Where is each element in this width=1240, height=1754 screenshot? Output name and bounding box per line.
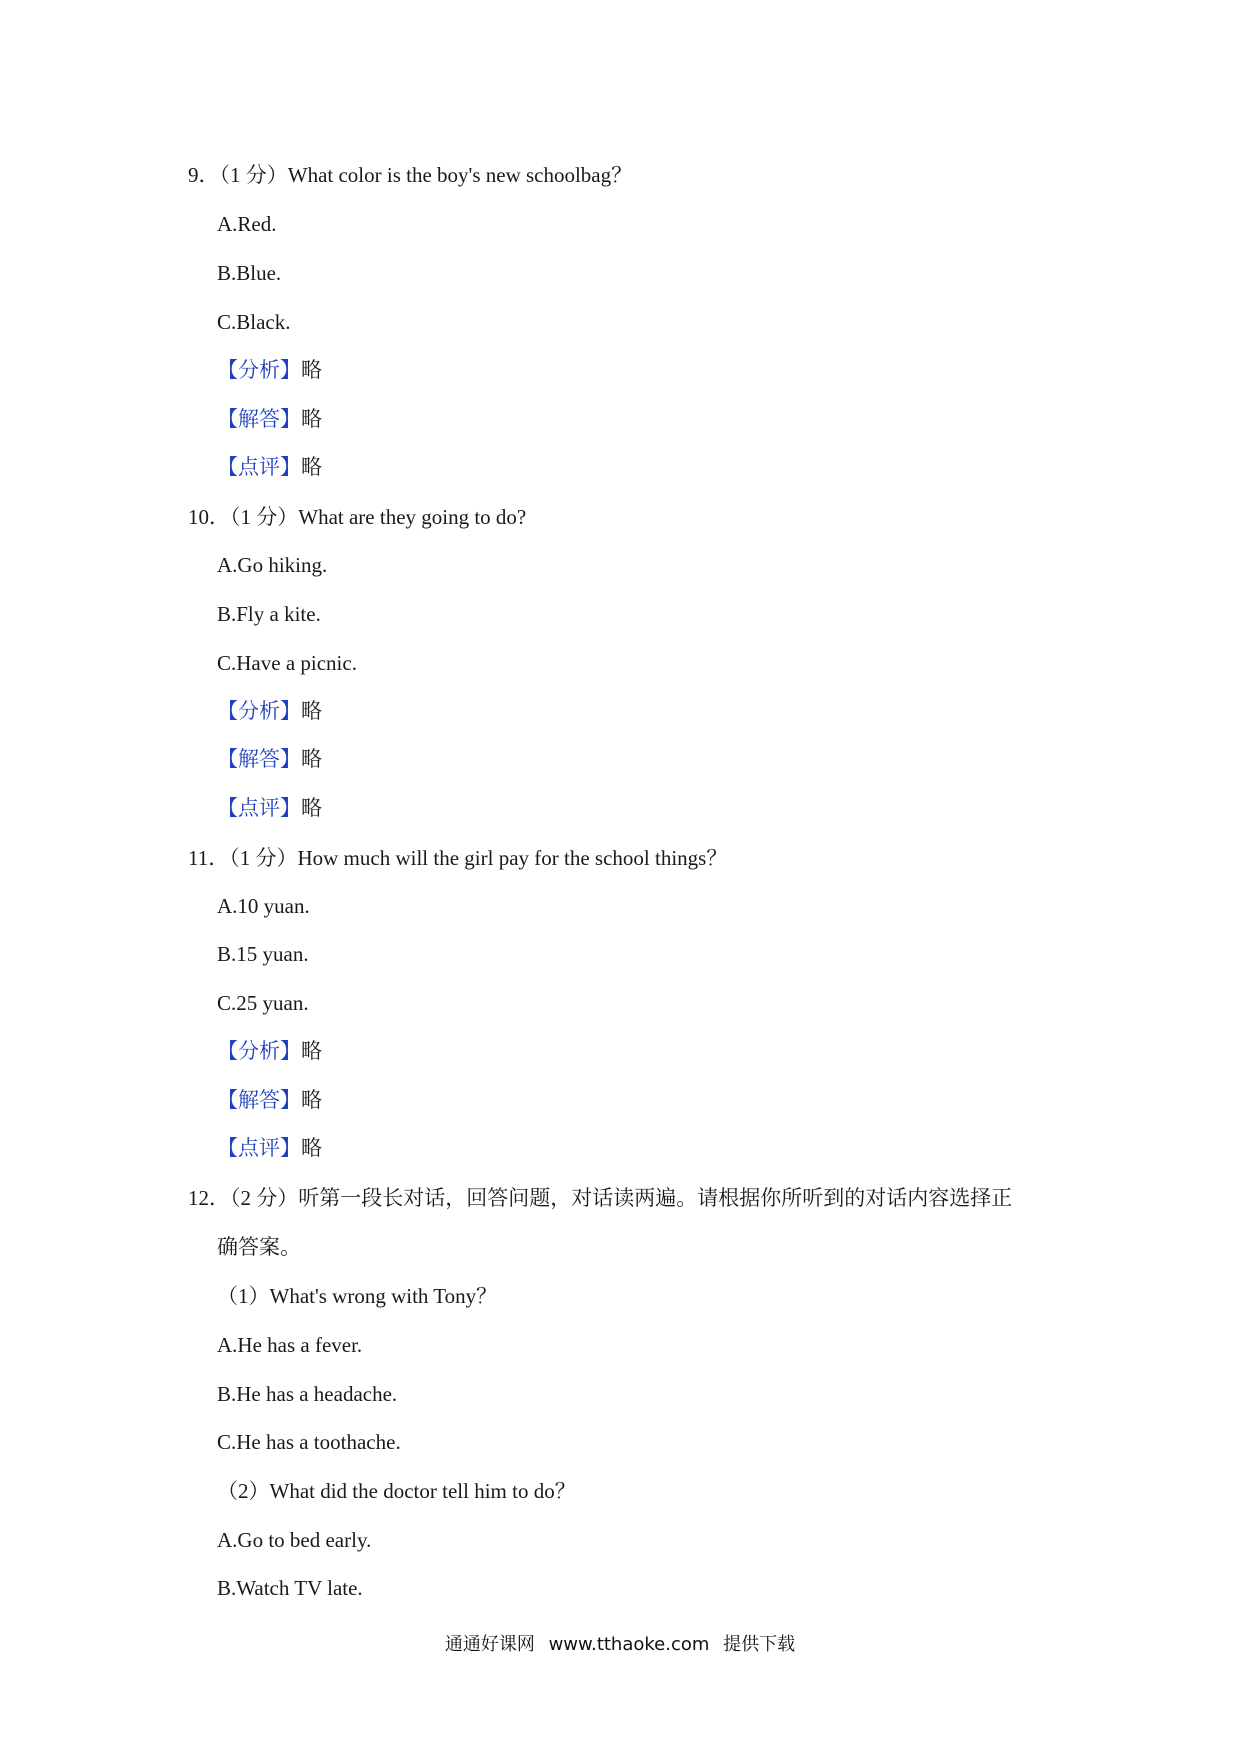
question-10-option-b: B.Fly a kite. bbox=[217, 602, 321, 626]
question-11-stem: 11．（1 分）How much will the girl pay for the school things？ bbox=[188, 846, 728, 870]
footer-tail: 提供下载 bbox=[723, 1634, 796, 1655]
comment-text: 略 bbox=[301, 796, 322, 820]
analysis-label: 分析 bbox=[238, 358, 280, 382]
question-12-stem-continued: 确答案。 bbox=[217, 1235, 301, 1259]
question-9-answer: 【解答】略 bbox=[217, 407, 322, 431]
question-10-analysis: 【分析】略 bbox=[217, 699, 322, 723]
footer-site-name: 通通好课网 bbox=[444, 1634, 535, 1655]
answer-label: 解答 bbox=[238, 747, 280, 771]
answer-label: 解答 bbox=[238, 1088, 280, 1112]
analysis-label: 分析 bbox=[238, 699, 280, 723]
question-12-sub1-option-c: C.He has a toothache. bbox=[217, 1430, 401, 1454]
question-12-sub1-option-a: A.He has a fever. bbox=[217, 1333, 363, 1357]
analysis-label: 分析 bbox=[238, 1039, 280, 1063]
question-12-stem: 12．（2 分）听第一段长对话，回答问题，对话读两遍。请根据你所听到的对话内容选择正 bbox=[188, 1186, 1013, 1210]
question-12-sub2-option-b: B.Watch TV late. bbox=[217, 1576, 363, 1600]
question-10-option-c: C.Have a picnic. bbox=[217, 651, 357, 675]
comment-label: 点评 bbox=[238, 455, 280, 479]
question-12-sub2-stem: （2）What did the doctor tell him to do？ bbox=[217, 1479, 576, 1503]
question-11-option-c: C.25 yuan. bbox=[217, 991, 309, 1015]
comment-label: 点评 bbox=[238, 796, 280, 820]
question-10-comment: 【点评】略 bbox=[217, 796, 322, 820]
question-9-stem: 9．（1 分）What color is the boy's new schoolbag？ bbox=[188, 163, 633, 187]
question-9-comment: 【点评】略 bbox=[217, 455, 322, 479]
analysis-text: 略 bbox=[301, 358, 322, 382]
question-9-analysis: 【分析】略 bbox=[217, 358, 322, 382]
answer-text: 略 bbox=[301, 1088, 322, 1112]
footer-url[interactable]: www.tthaoke.com bbox=[548, 1634, 710, 1655]
comment-text: 略 bbox=[301, 455, 322, 479]
question-10-option-a: A.Go hiking. bbox=[217, 553, 328, 577]
comment-text: 略 bbox=[301, 1136, 322, 1160]
page-footer bbox=[0, 1630, 1240, 1656]
question-12-sub1-option-b: B.He has a headache. bbox=[217, 1382, 398, 1406]
question-11-option-a: A.10 yuan. bbox=[217, 894, 310, 918]
question-9-option-a: A.Red. bbox=[217, 212, 277, 236]
question-12-sub1-stem: （1）What's wrong with Tony？ bbox=[217, 1284, 498, 1308]
question-11-option-b: B.15 yuan. bbox=[217, 942, 309, 966]
question-11-comment: 【点评】略 bbox=[217, 1136, 322, 1160]
question-9-option-c: C.Black. bbox=[217, 310, 291, 334]
question-10-stem: 10．（1 分）What are they going to do? bbox=[188, 505, 527, 529]
question-11-answer: 【解答】略 bbox=[217, 1088, 322, 1112]
analysis-text: 略 bbox=[301, 699, 322, 723]
analysis-text: 略 bbox=[301, 1039, 322, 1063]
question-11-analysis: 【分析】略 bbox=[217, 1039, 322, 1063]
answer-text: 略 bbox=[301, 407, 322, 431]
comment-label: 点评 bbox=[238, 1136, 280, 1160]
question-9-option-b: B.Blue. bbox=[217, 261, 282, 285]
question-12-sub2-option-a: A.Go to bed early. bbox=[217, 1528, 372, 1552]
question-10-answer: 【解答】略 bbox=[217, 747, 322, 771]
answer-text: 略 bbox=[301, 747, 322, 771]
answer-label: 解答 bbox=[238, 407, 280, 431]
